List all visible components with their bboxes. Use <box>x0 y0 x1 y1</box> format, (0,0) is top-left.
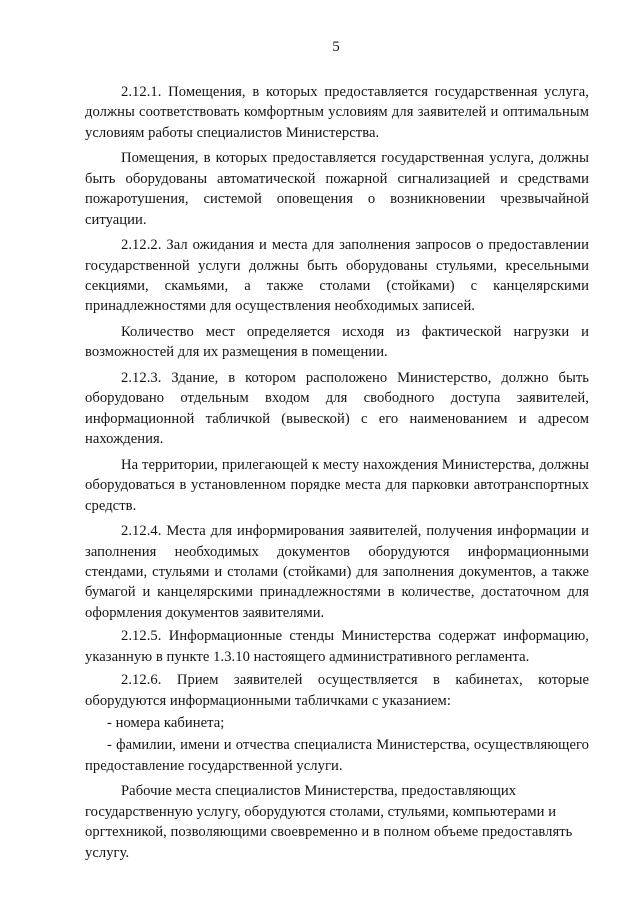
paragraph-workplaces: Рабочие места специалистов Министерства, предоставляющих государственную услугу, оборудуются столами, стульями, компьютерами и оргтехникой, позволяющими своевременно и в полном объеме предоставлять услугу. <box>85 783 573 861</box>
document-body <box>85 82 589 863</box>
paragraph-2-12-3: 2.12.3. Здание, в котором расположено Министерство, должно быть оборудовано отдельным входом для свободного доступа заявителей, информационной табличкой (вывеской) с его наименованием и адресом нахождения. <box>85 370 589 448</box>
paragraph-seat-count: Количество мест определяется исходя из фактической нагрузки и возможностей для их размещения в помещении. <box>85 324 589 361</box>
paragraph-fire-safety: Помещения, в которых предоставляется государственная услуга, должны быть оборудованы автоматической пожарной сигнализацией и средствами пожаротушения, системой оповещения о возникновении чрезвычайной ситуации. <box>85 150 589 228</box>
paragraph-2-12-5: 2.12.5. Информационные стенды Министерства содержат информацию, указанную в пункте 1.3.10 настоящего административного регламента. <box>85 628 589 665</box>
paragraph-2-12-1: 2.12.1. Помещения, в которых предоставляется государственная услуга, должны соответствовать комфортным условиям для заявителей и оптимальным условиям работы специалистов Министерства. <box>85 84 589 141</box>
list-item-cabinet-number: - номера кабинета; <box>107 714 225 731</box>
paragraph-2-12-4: 2.12.4. Места для информирования заявителей, получения информации и заполнения необходимых документов оборудуются информационными стендами, стульями и столами (стойками) для заполнения документов, а также бумагой и канцелярскими принадлежностями в количестве, достаточном для оформления документов заявителями. <box>85 523 589 621</box>
paragraph-2-12-2: 2.12.2. Зал ожидания и места для заполнения запросов о предоставлении государственной услуги должны быть оборудованы стульями, кресельными секциями, скамьями, а также столами (стойками) с канцелярскими принадлежностями для осуществления необходимых записей. <box>85 237 589 315</box>
page-number: 5 <box>332 39 340 55</box>
paragraph-2-12-6: 2.12.6. Прием заявителей осуществляется в кабинетах, которые оборудуются информационными табличками с указанием: <box>85 672 589 709</box>
list-item-specialist-name: - фамилии, имени и отчества специалиста Министерства, осуществляющего предоставление государственной услуги. <box>85 737 589 774</box>
paragraph-parking: На территории, прилегающей к месту нахождения Министерства, должны оборудоваться в установленном порядке места для парковки автотранспортных средств. <box>85 456 589 514</box>
